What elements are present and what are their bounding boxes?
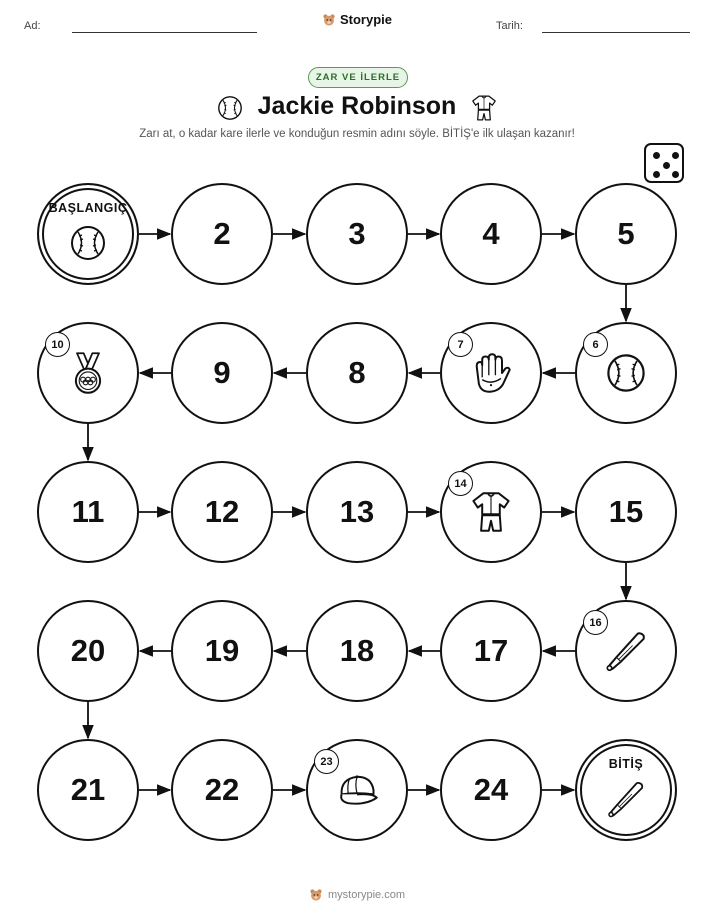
board-space-14 — [440, 461, 542, 563]
uniform-icon — [469, 490, 513, 534]
space-number: 22 — [204, 772, 240, 807]
instructions: Zarı at, o kadar kare ilerle ve konduğun resmin adını söyle. BİTİŞ'e ilk ulaşan kazanır! — [139, 128, 575, 140]
board-space-12 — [171, 461, 273, 563]
space-number: 18 — [339, 633, 375, 668]
board-space-9 — [171, 322, 273, 424]
space-number-badge: 7 — [448, 332, 473, 357]
board-space-6 — [575, 322, 677, 424]
board-space-7 — [440, 322, 542, 424]
game-type-tag: ZAR VE İLERLE — [308, 67, 408, 88]
space-number: 3 — [348, 216, 366, 251]
board-space-19 — [171, 600, 273, 702]
board-space-13 — [306, 461, 408, 563]
board-space-3 — [306, 183, 408, 285]
space-number: 24 — [473, 772, 509, 807]
board-space-10 — [37, 322, 139, 424]
board-space-2 — [171, 183, 273, 285]
board-space-21 — [37, 739, 139, 841]
space-number-badge: 16 — [583, 610, 608, 635]
space-number: 21 — [70, 772, 106, 807]
board-space-23 — [306, 739, 408, 841]
space-number: 13 — [339, 494, 375, 529]
page-title: Jackie Robinson — [257, 92, 457, 120]
space-number: 19 — [204, 633, 240, 668]
board-space-5 — [575, 183, 677, 285]
storypie-bear-icon — [309, 888, 323, 902]
cap-icon — [335, 768, 379, 812]
brand-name: Storypie — [339, 12, 392, 27]
board-space-16 — [575, 600, 677, 702]
space-number: 12 — [204, 494, 240, 529]
space-number: 9 — [213, 355, 231, 390]
date-label: Tarih: — [496, 20, 523, 32]
baseball-icon — [604, 351, 648, 395]
bat-icon — [606, 779, 646, 819]
board-space-8 — [306, 322, 408, 424]
start-space — [37, 183, 139, 285]
space-number: 2 — [213, 216, 231, 251]
space-number: 8 — [348, 355, 366, 390]
space-number: 17 — [473, 633, 509, 668]
space-number-badge: 23 — [314, 749, 339, 774]
name-label: Ad: — [24, 20, 41, 32]
medal-icon — [66, 351, 110, 395]
footer — [0, 888, 714, 902]
board-space-17 — [440, 600, 542, 702]
space-number-badge: 10 — [45, 332, 70, 357]
board-space-4 — [440, 183, 542, 285]
board-space-22 — [171, 739, 273, 841]
space-number: 5 — [617, 216, 635, 251]
space-number: 4 — [482, 216, 500, 251]
board-space-18 — [306, 600, 408, 702]
space-number-badge: 14 — [448, 471, 473, 496]
bat-icon — [604, 629, 648, 673]
space-number: 15 — [608, 494, 644, 529]
footer-url: mystorypie.com — [327, 889, 406, 901]
board-space-24 — [440, 739, 542, 841]
space-label: BİTİŞ — [608, 757, 644, 771]
space-number-badge: 6 — [583, 332, 608, 357]
space-number: 20 — [70, 633, 106, 668]
space-number: 11 — [71, 494, 105, 529]
baseball-icon — [68, 223, 108, 263]
board-space-15 — [575, 461, 677, 563]
space-label: BAŞLANGIÇ — [48, 201, 128, 215]
baseball-glove-icon — [469, 351, 513, 395]
board-space-11 — [37, 461, 139, 563]
finish-space — [575, 739, 677, 841]
board-space-20 — [37, 600, 139, 702]
